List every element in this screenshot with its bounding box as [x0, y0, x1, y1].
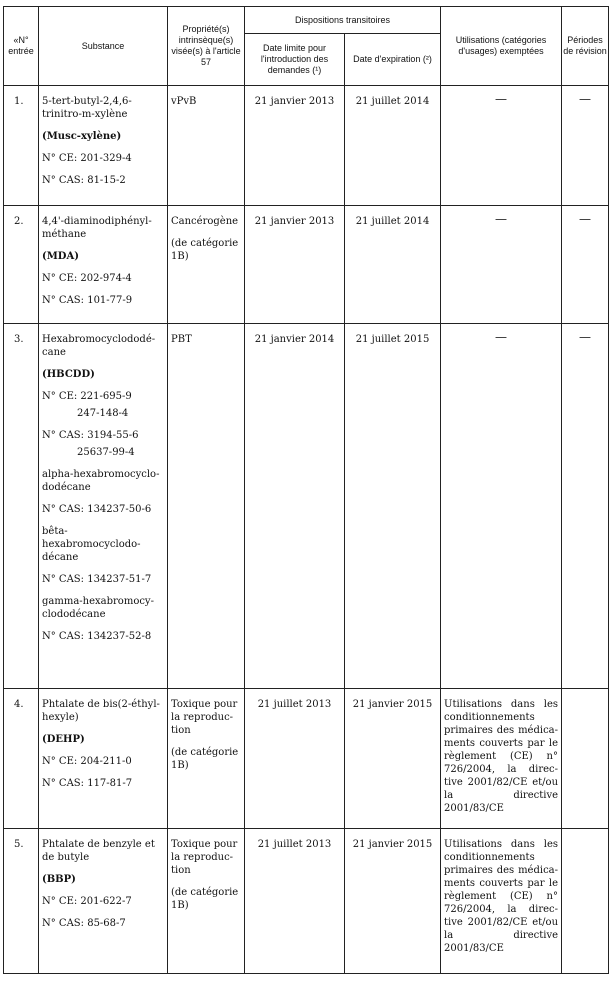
substance-name: 4,4'-diaminodiphényl-méthane [42, 216, 152, 240]
header-deadline: Date limite pour l'introduction des demandes (¹) [245, 34, 345, 86]
table-row [4, 324, 609, 689]
ec-number: N° CE: 204-211-0 [42, 756, 132, 767]
ec-number-2: 247-148-4 [77, 408, 129, 419]
expiry-cell: 21 juillet 2014 [345, 86, 441, 206]
cas-number-2: 25637-99-4 [77, 447, 135, 458]
ec-number: N° CE: 202-974-4 [42, 273, 132, 284]
deadline-cell: 21 juillet 2013 [245, 689, 345, 829]
entry-number: 4. [4, 689, 39, 829]
isomer-beta-cas: N° CAS: 134237-51-7 [42, 574, 152, 585]
table-row [4, 829, 609, 974]
header-uses: Utilisations (catégories d'usages) exemptées [441, 7, 562, 86]
deadline-cell: 21 janvier 2014 [245, 324, 345, 689]
substance-abbr: (DEHP) [42, 734, 85, 745]
review-cell [562, 689, 609, 829]
cas-number: N° CAS: 81-15-2 [42, 175, 126, 186]
substance-cell [39, 689, 168, 829]
ec-number: N° CE: 201-329-4 [42, 153, 132, 164]
expiry-cell: 21 juillet 2014 [345, 206, 441, 324]
substance-cell [39, 829, 168, 974]
substance-abbr: (MDA) [42, 251, 79, 262]
deadline-cell: 21 janvier 2013 [245, 86, 345, 206]
expiry-cell: 21 janvier 2015 [345, 829, 441, 974]
isomer-gamma: gamma-hexabromocy-clododécane [42, 596, 154, 620]
entry-number: 2. [4, 206, 39, 324]
cas-number: N° CAS: 3194-55-6 [42, 430, 139, 441]
substance-abbr: (HBCDD) [42, 369, 95, 380]
entry-number: 3. [4, 324, 39, 689]
review-cell [562, 829, 609, 974]
header-properties: Propriété(s) intrinsèque(s) visée(s) à l'article 57 [168, 7, 245, 86]
property-cell: vPvB [168, 86, 245, 206]
header-entry: «N° entrée [4, 7, 39, 86]
review-cell: — [562, 86, 609, 206]
substance-name: 5-tert-butyl-2,4,6-trinitro-m-xylène [42, 96, 132, 120]
isomer-beta: bêta-hexabromocyclodo-décane [42, 526, 141, 563]
ec-number: N° CE: 221-695-9 [42, 391, 132, 402]
deadline-cell: 21 janvier 2013 [245, 206, 345, 324]
header-expiry: Date d'expiration (²) [345, 34, 441, 86]
header-transitional: Dispositions transitoires [245, 7, 441, 34]
substance-cell [39, 86, 168, 206]
entry-number: 5. [4, 829, 39, 974]
isomer-alpha-cas: N° CAS: 134237-50-6 [42, 504, 152, 515]
deadline-cell: 21 juillet 2013 [245, 829, 345, 974]
substance-cell [39, 206, 168, 324]
property-cell: Toxique pour la reproduc-tion (de catégorie 1B) [168, 689, 245, 829]
uses-cell: Utilisations dans les conditionnements primaires des médica-ments couverts par le règlement (CE) n° 726/2004, la direc-tive 2001/82/CE et/ou la directive 2001/83/CE [441, 829, 562, 974]
table-row [4, 206, 609, 324]
table-row [4, 689, 609, 829]
substance-abbr: (BBP) [42, 874, 76, 885]
uses-cell: — [441, 86, 562, 206]
substance-cell [39, 324, 168, 689]
property-cell: Cancérogène (de catégorie 1B) [168, 206, 245, 324]
cas-number: N° CAS: 85-68-7 [42, 918, 126, 929]
property-cell: Toxique pour la reproduc-tion (de catégorie 1B) [168, 829, 245, 974]
review-cell: — [562, 324, 609, 689]
uses-cell: Utilisations dans les conditionnements primaires des médica-ments couverts par le règlement (CE) n° 726/2004, la direc-tive 2001/82/CE et/ou la directive 2001/83/CE [441, 689, 562, 829]
cas-number: N° CAS: 101-77-9 [42, 295, 133, 306]
isomer-alpha: alpha-hexabromocyclo-dodécane [42, 469, 160, 493]
property-cell: PBT [168, 324, 245, 689]
entry-number: 1. [4, 86, 39, 206]
table-row [4, 86, 609, 206]
uses-cell: — [441, 206, 562, 324]
isomer-gamma-cas: N° CAS: 134237-52-8 [42, 631, 152, 642]
cas-number: N° CAS: 117-81-7 [42, 778, 133, 789]
substance-name: Hexabromocyclododé-cane [42, 334, 156, 358]
ec-number: N° CE: 201-622-7 [42, 896, 132, 907]
expiry-cell: 21 juillet 2015 [345, 324, 441, 689]
header-substance: Substance [39, 7, 168, 86]
substance-abbr: (Musc-xylène) [42, 131, 122, 142]
substance-name: Phtalate de benzyle et de butyle [42, 839, 155, 863]
review-cell: — [562, 206, 609, 324]
authorisation-list-table [3, 6, 609, 974]
uses-cell: — [441, 324, 562, 689]
expiry-cell: 21 janvier 2015 [345, 689, 441, 829]
header-review: Périodes de révision [562, 7, 609, 86]
substance-name: Phtalate de bis(2-éthyl-hexyle) [42, 699, 160, 723]
